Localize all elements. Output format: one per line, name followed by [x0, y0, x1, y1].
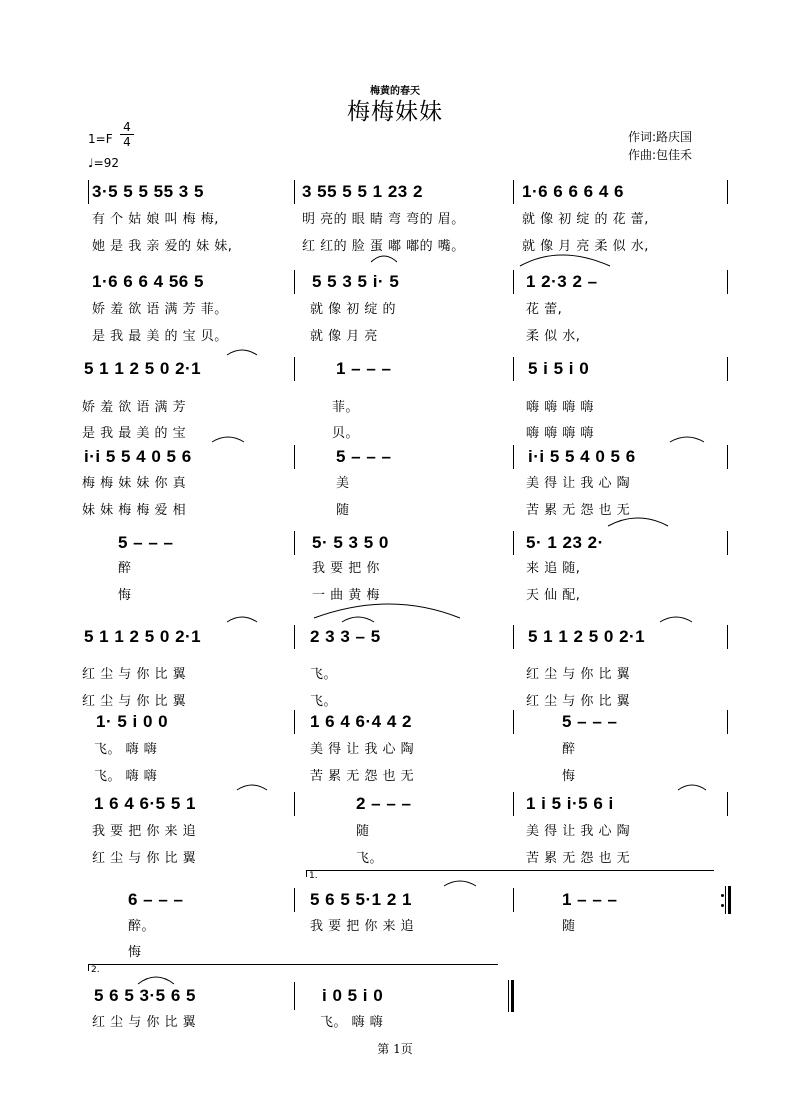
lyric1-r3-m0: 梅 梅 妹 妹 你 真 [82, 476, 187, 491]
lyric2-r6-m2: 悔 [562, 769, 576, 784]
meter-bottom: 4 [123, 135, 131, 149]
lyric2-r2-m0: 是 我 最 美 的 宝 [82, 426, 187, 441]
first-ending-number: 1. [309, 871, 318, 881]
notes-r7-m0: 1 6 4 6·5 5 1 [94, 794, 196, 813]
lyric2-r4-m1: 一 曲 黄 梅 [312, 588, 380, 603]
lyric1-r6-m1: 美 得 让 我 心 陶 [310, 742, 415, 757]
lyric2-r8-m0: 悔 [128, 945, 142, 960]
lyric2-r6-m0: 飞。 嗨 嗨 [94, 769, 158, 784]
lyric1-r5-m2: 红 尘 与 你 比 翼 [526, 667, 631, 682]
notes-r3-m1: 5 – – – [336, 447, 392, 466]
notes-r8-m1: 5 6 5 5·1 2 1 [310, 890, 412, 909]
lyric1-r3-m2: 美 得 让 我 心 陶 [526, 476, 631, 491]
lyric1-r4-m0: 醉 [118, 561, 132, 576]
notes-r3-m0: i·i 5 5 4 0 5 6 [84, 447, 192, 466]
lyric2-r1-m1: 就 像 月 亮 [310, 329, 378, 344]
notes-r6-m1: 1 6 4 6·4 4 2 [310, 712, 412, 731]
lyric2-r0-m2: 就 像 月 亮 柔 似 水, [522, 239, 649, 254]
lyric1-r1-m0: 娇 羞 欲 语 满 芳 菲。 [92, 302, 228, 317]
lyric1-r3-m1: 美 [336, 476, 350, 491]
notes-r9-m0: 5 6 5 3·5 6 5 [94, 986, 196, 1005]
lyric1-r0-m1: 明 亮的 眼 睛 弯 弯的 眉。 [302, 212, 465, 227]
lyric2-r7-m1: 飞。 [356, 851, 384, 866]
lyric2-r1-m0: 是 我 最 美 的 宝 贝。 [92, 329, 228, 344]
notes-r8-m2: 1 – – – [562, 890, 618, 909]
lyric1-r8-m0: 醉。 [128, 919, 156, 934]
notes-r2-m2: 5 i 5 i 0 [528, 359, 590, 378]
notes-r6-m0: 1· 5 i 0 0 [96, 712, 169, 731]
notes-r1-m2: 1 2·3 2 – [526, 272, 598, 291]
lyric1-r1-m1: 就 像 初 绽 的 [310, 302, 397, 317]
tempo-mark: ♩=92 [88, 156, 119, 170]
lyric1-r8-m2: 随 [562, 919, 576, 934]
lyric1-r2-m0: 娇 羞 欲 语 满 芳 [82, 400, 187, 415]
notes-r0-m0: 3·5 5 5 55 3 5 [92, 182, 204, 201]
lyric1-r9-m1: 飞。 嗨 嗨 [320, 1015, 384, 1030]
subtitle: 梅黄的春天 [370, 86, 420, 97]
lyric2-r7-m0: 红 尘 与 你 比 翼 [92, 851, 197, 866]
lyric1-r0-m2: 就 像 初 绽 的 花 蕾, [522, 212, 649, 227]
lyric2-r2-m2: 嗨 嗨 嗨 嗨 [526, 426, 594, 441]
lyric2-r6-m1: 苦 累 无 怨 也 无 [310, 769, 415, 784]
notes-r5-m2: 5 1 1 2 5 0 2·1 [528, 627, 646, 646]
lyric2-r3-m1: 随 [336, 503, 350, 518]
lyric1-r8-m1: 我 要 把 你 来 追 [310, 919, 415, 934]
lyric1-r7-m2: 美 得 让 我 心 陶 [526, 824, 631, 839]
notes-r5-m1: 2 3 3 – 5 [310, 627, 381, 646]
notes-r2-m0: 5 1 1 2 5 0 2·1 [84, 359, 202, 378]
lyric1-r6-m0: 飞。 嗨 嗨 [94, 742, 158, 757]
lyric2-r5-m0: 红 尘 与 你 比 翼 [82, 694, 187, 709]
lyric1-r1-m2: 花 蕾, [526, 302, 563, 317]
notes-r1-m1: 5 5 3 5 i· 5 [312, 272, 400, 291]
lyric1-r5-m1: 飞。 [310, 667, 338, 682]
composer-credit: 作曲:包佳禾 [628, 148, 693, 162]
lyric2-r0-m0: 她 是 我 亲 爱的 妹 妹, [92, 239, 233, 254]
lyric1-r2-m1: 菲。 [332, 400, 360, 415]
notes-r8-m0: 6 – – – [128, 890, 184, 909]
notes-r7-m1: 2 – – – [356, 794, 412, 813]
notes-r2-m1: 1 – – – [336, 359, 392, 378]
lyric1-r7-m1: 随 [356, 824, 370, 839]
notes-r5-m0: 5 1 1 2 5 0 2·1 [84, 627, 202, 646]
notes-r9-m1: i 0 5 i 0 [322, 986, 384, 1005]
lyric2-r1-m2: 柔 似 水, [526, 329, 581, 344]
lyric2-r2-m1: 贝。 [332, 426, 360, 441]
notes-r4-m0: 5 – – – [118, 533, 174, 552]
notes-r3-m2: i·i 5 5 4 0 5 6 [528, 447, 636, 466]
notes-r0-m2: 1·6 6 6 6 4 6 [522, 182, 624, 201]
key-signature: 1=F [88, 132, 113, 146]
lyric2-r0-m1: 红 红的 脸 蛋 嘟 嘟的 嘴。 [302, 239, 465, 254]
song-title: 梅梅妹妹 [347, 99, 443, 125]
lyric1-r4-m2: 来 追 随, [526, 561, 581, 576]
notes-r4-m1: 5· 5 3 5 0 [312, 533, 389, 552]
page-number: 第 1页 [377, 1042, 413, 1056]
lyric2-r4-m2: 天 仙 配, [526, 588, 581, 603]
lyric2-r3-m0: 妹 妹 梅 梅 爱 相 [82, 503, 187, 518]
lyric2-r3-m2: 苦 累 无 怨 也 无 [526, 503, 631, 518]
notes-r1-m0: 1·6 6 6 4 56 5 [92, 272, 204, 291]
lyric2-r4-m0: 悔 [118, 588, 132, 603]
second-ending-number: 2. [91, 965, 100, 975]
lyric1-r7-m0: 我 要 把 你 来 追 [92, 824, 197, 839]
notes-r4-m2: 5· 1 23 2· [526, 533, 604, 552]
lyric2-r7-m2: 苦 累 无 怨 也 无 [526, 851, 631, 866]
notes-r0-m1: 3 55 5 5 1 23 2 [302, 182, 423, 201]
meter-top: 4 [120, 120, 134, 135]
lyric1-r2-m2: 嗨 嗨 嗨 嗨 [526, 400, 594, 415]
lyric1-r4-m1: 我 要 把 你 [312, 561, 380, 576]
notes-r6-m2: 5 – – – [562, 712, 618, 731]
lyric1-r5-m0: 红 尘 与 你 比 翼 [82, 667, 187, 682]
lyric1-r6-m2: 醉 [562, 742, 576, 757]
lyric2-r5-m1: 飞。 [310, 694, 338, 709]
lyric1-r0-m0: 有 个 姑 娘 叫 梅 梅, [92, 212, 219, 227]
lyricist-credit: 作词:路庆国 [628, 130, 693, 144]
notes-r7-m2: 1 i 5 i·5 6 i [526, 794, 614, 813]
lyric1-r9-m0: 红 尘 与 你 比 翼 [92, 1015, 197, 1030]
lyric2-r5-m2: 红 尘 与 你 比 翼 [526, 694, 631, 709]
